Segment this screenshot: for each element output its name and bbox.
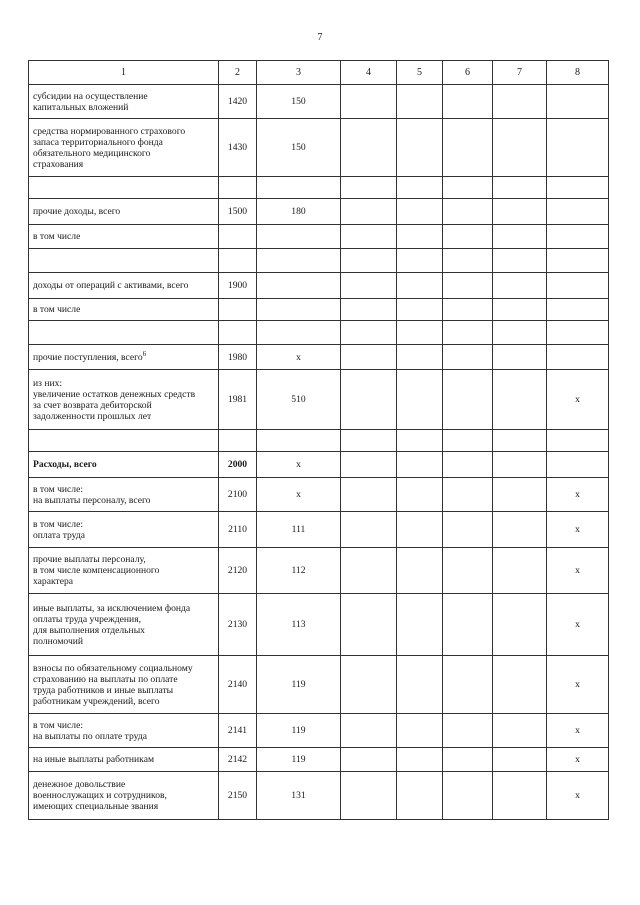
row-col8 xyxy=(547,199,609,225)
row-col8: х xyxy=(547,370,609,430)
row-kbk xyxy=(257,273,341,299)
column-header-8: 8 xyxy=(547,61,609,85)
empty-cell xyxy=(397,225,443,249)
empty-cell xyxy=(341,199,397,225)
row-col8: х xyxy=(547,478,609,512)
table-row xyxy=(29,714,609,748)
empty-cell xyxy=(493,548,547,594)
row-col8: х xyxy=(547,512,609,548)
table-row xyxy=(29,370,609,430)
table-row xyxy=(29,321,609,345)
row-name-line: на выплаты по оплате труда xyxy=(33,730,147,742)
empty-cell xyxy=(443,548,493,594)
empty-cell xyxy=(443,177,493,199)
row-name-line: прочие выплаты персоналу, xyxy=(33,554,146,565)
empty-cell xyxy=(493,119,547,177)
row-kbk: х xyxy=(257,478,341,512)
row-kbk xyxy=(257,321,341,345)
empty-cell xyxy=(397,249,443,273)
row-name-line: на выплаты персоналу, всего xyxy=(33,494,151,506)
empty-cell xyxy=(341,225,397,249)
table-row xyxy=(29,748,609,772)
table-row xyxy=(29,772,609,820)
row-name-line: оплаты труда учреждения, xyxy=(33,613,141,625)
empty-cell xyxy=(341,249,397,273)
row-col8 xyxy=(547,299,609,321)
row-code: 2130 xyxy=(219,594,257,656)
empty-cell xyxy=(443,748,493,772)
row-name xyxy=(29,430,219,452)
row-kbk: 119 xyxy=(257,714,341,748)
row-name-line: доходы от операций с активами, всего xyxy=(33,280,189,291)
row-name-line: в том числе: xyxy=(33,719,84,731)
row-col8 xyxy=(547,452,609,478)
row-col8 xyxy=(547,177,609,199)
financial-table xyxy=(28,60,609,820)
row-name xyxy=(29,452,219,478)
empty-cell xyxy=(341,430,397,452)
empty-cell xyxy=(443,714,493,748)
row-code: 1980 xyxy=(219,345,257,370)
empty-cell xyxy=(443,199,493,225)
empty-cell xyxy=(443,225,493,249)
empty-cell xyxy=(493,594,547,656)
row-kbk xyxy=(257,430,341,452)
row-name-line: взносы по обязательному социальному xyxy=(33,662,193,674)
table-row xyxy=(29,656,609,714)
row-name-line: труда работников и иные выплаты xyxy=(33,684,174,696)
row-code: 2100 xyxy=(219,478,257,512)
empty-cell xyxy=(493,225,547,249)
row-kbk: 111 xyxy=(257,512,341,548)
empty-cell xyxy=(397,85,443,119)
empty-cell xyxy=(493,345,547,370)
empty-cell xyxy=(397,299,443,321)
row-kbk: 150 xyxy=(257,85,341,119)
row-kbk: 112 xyxy=(257,548,341,594)
empty-cell xyxy=(341,273,397,299)
empty-cell xyxy=(443,772,493,820)
empty-cell xyxy=(341,772,397,820)
row-code: 1900 xyxy=(219,273,257,299)
row-col8 xyxy=(547,249,609,273)
empty-cell xyxy=(341,299,397,321)
row-name-line: полномочий xyxy=(33,635,84,647)
row-name-line: страхованию на выплаты по оплате xyxy=(33,673,178,685)
row-name xyxy=(29,299,219,321)
empty-cell xyxy=(443,370,493,430)
row-name-line: в том числе xyxy=(33,304,81,315)
row-col8: х xyxy=(547,594,609,656)
empty-cell xyxy=(341,321,397,345)
column-header-7: 7 xyxy=(493,61,547,85)
row-code: 2141 xyxy=(219,714,257,748)
row-name-line: капитальных вложений xyxy=(33,101,129,113)
empty-cell xyxy=(443,321,493,345)
row-name-line: за счет возврата дебиторской xyxy=(33,399,152,411)
empty-cell xyxy=(443,594,493,656)
row-name-line: для выполнения отдельных xyxy=(33,624,145,636)
empty-cell xyxy=(341,656,397,714)
empty-cell xyxy=(493,772,547,820)
row-name xyxy=(29,225,219,249)
row-code: 2000 xyxy=(219,452,257,478)
row-col8 xyxy=(547,225,609,249)
empty-cell xyxy=(341,119,397,177)
column-header-1: 1 xyxy=(29,61,219,85)
row-name-line: работникам учреждений, всего xyxy=(33,695,160,707)
empty-cell xyxy=(443,119,493,177)
empty-cell xyxy=(493,748,547,772)
table-row xyxy=(29,478,609,512)
row-col8 xyxy=(547,321,609,345)
empty-cell xyxy=(397,748,443,772)
row-name xyxy=(29,714,219,748)
row-code: 2120 xyxy=(219,548,257,594)
row-name-line: характера xyxy=(33,576,74,587)
row-code xyxy=(219,249,257,273)
table-row xyxy=(29,452,609,478)
row-name-line: в том числе: xyxy=(33,518,84,530)
row-kbk xyxy=(257,177,341,199)
empty-cell xyxy=(443,345,493,370)
row-name xyxy=(29,656,219,714)
row-col8 xyxy=(547,119,609,177)
row-code: 1500 xyxy=(219,199,257,225)
empty-cell xyxy=(493,299,547,321)
footnote-mark: 6 xyxy=(142,349,147,358)
row-kbk xyxy=(257,299,341,321)
empty-cell xyxy=(493,430,547,452)
row-name-line: военнослужащих и сотрудников, xyxy=(33,790,167,801)
row-name-line: страхования xyxy=(33,158,84,170)
row-name-line: денежное довольствие xyxy=(33,779,126,790)
empty-cell xyxy=(341,478,397,512)
empty-cell xyxy=(341,594,397,656)
empty-cell xyxy=(397,714,443,748)
row-name xyxy=(29,177,219,199)
row-name-line: из них: xyxy=(33,377,63,389)
empty-cell xyxy=(493,177,547,199)
empty-cell xyxy=(341,512,397,548)
empty-cell xyxy=(443,249,493,273)
empty-cell xyxy=(397,452,443,478)
empty-cell xyxy=(397,512,443,548)
row-name-line: прочие доходы, всего xyxy=(33,206,121,217)
row-name-line: увеличение остатков денежных средств xyxy=(33,388,196,400)
empty-cell xyxy=(397,370,443,430)
empty-cell xyxy=(397,345,443,370)
empty-cell xyxy=(443,85,493,119)
empty-cell xyxy=(397,119,443,177)
empty-cell xyxy=(443,299,493,321)
empty-cell xyxy=(397,772,443,820)
empty-cell xyxy=(341,370,397,430)
row-name-line: Расходы, всего xyxy=(33,459,97,470)
row-name xyxy=(29,512,219,548)
empty-cell xyxy=(397,199,443,225)
row-name-line: субсидии на осуществление xyxy=(33,90,148,102)
row-col8: х xyxy=(547,548,609,594)
empty-cell xyxy=(341,714,397,748)
row-kbk xyxy=(257,249,341,273)
row-name xyxy=(29,478,219,512)
row-code xyxy=(219,299,257,321)
row-name-line: прочие поступления, всего xyxy=(33,351,143,363)
row-code: 2142 xyxy=(219,748,257,772)
empty-cell xyxy=(493,478,547,512)
table-row xyxy=(29,345,609,370)
empty-cell xyxy=(493,512,547,548)
row-name xyxy=(29,772,219,820)
empty-cell xyxy=(397,548,443,594)
row-name xyxy=(29,273,219,299)
row-col8: х xyxy=(547,714,609,748)
row-kbk: 131 xyxy=(257,772,341,820)
empty-cell xyxy=(397,594,443,656)
empty-cell xyxy=(397,656,443,714)
table-row xyxy=(29,85,609,119)
row-kbk: 510 xyxy=(257,370,341,430)
table-row xyxy=(29,594,609,656)
empty-cell xyxy=(493,656,547,714)
empty-cell xyxy=(493,249,547,273)
empty-cell xyxy=(493,199,547,225)
row-name-line-wrap xyxy=(33,349,214,363)
table-body xyxy=(29,61,609,820)
row-code: 1981 xyxy=(219,370,257,430)
empty-cell xyxy=(397,478,443,512)
empty-cell xyxy=(341,548,397,594)
row-name xyxy=(29,748,219,772)
column-header-4: 4 xyxy=(341,61,397,85)
row-col8: х xyxy=(547,656,609,714)
row-code xyxy=(219,321,257,345)
row-kbk: 180 xyxy=(257,199,341,225)
empty-cell xyxy=(443,512,493,548)
row-name-line: обязательного медицинского xyxy=(33,147,151,159)
row-col8: х xyxy=(547,772,609,820)
empty-cell xyxy=(493,714,547,748)
row-code xyxy=(219,430,257,452)
empty-cell xyxy=(493,321,547,345)
empty-cell xyxy=(493,452,547,478)
row-kbk: х xyxy=(257,452,341,478)
row-kbk: 113 xyxy=(257,594,341,656)
row-name xyxy=(29,85,219,119)
row-name-line: запаса территориального фонда xyxy=(33,136,163,148)
empty-cell xyxy=(443,656,493,714)
column-header-2: 2 xyxy=(219,61,257,85)
table-row xyxy=(29,225,609,249)
row-col8 xyxy=(547,273,609,299)
table-row xyxy=(29,119,609,177)
row-name-line: в том числе: xyxy=(33,483,84,495)
row-name-line: оплата труда xyxy=(33,529,86,541)
row-name-line: задолженности прошлых лет xyxy=(33,410,152,422)
row-code: 2140 xyxy=(219,656,257,714)
empty-cell xyxy=(397,321,443,345)
empty-cell xyxy=(341,177,397,199)
row-name-line: на иные выплаты работникам xyxy=(33,754,155,765)
table-row xyxy=(29,273,609,299)
row-kbk: 119 xyxy=(257,748,341,772)
row-name-line: имеющих специальные звания xyxy=(33,801,159,812)
row-name xyxy=(29,594,219,656)
empty-cell xyxy=(493,273,547,299)
empty-cell xyxy=(341,345,397,370)
table-row xyxy=(29,249,609,273)
empty-cell xyxy=(341,452,397,478)
empty-cell xyxy=(397,430,443,452)
row-name-line: средства нормированного страхового xyxy=(33,125,186,137)
empty-cell xyxy=(341,748,397,772)
empty-cell xyxy=(493,370,547,430)
row-name xyxy=(29,321,219,345)
row-name xyxy=(29,370,219,430)
row-name xyxy=(29,249,219,273)
row-col8 xyxy=(547,85,609,119)
row-col8 xyxy=(547,345,609,370)
row-kbk xyxy=(257,225,341,249)
row-code: 2150 xyxy=(219,772,257,820)
page-number: 7 xyxy=(317,32,323,43)
row-code: 1420 xyxy=(219,85,257,119)
row-name xyxy=(29,548,219,594)
row-code xyxy=(219,225,257,249)
row-col8 xyxy=(547,430,609,452)
row-name-line: в том числе компенсационного xyxy=(33,565,160,576)
row-name xyxy=(29,119,219,177)
empty-cell xyxy=(397,273,443,299)
row-code xyxy=(219,177,257,199)
empty-cell xyxy=(443,273,493,299)
row-name-line: в том числе xyxy=(33,231,81,242)
row-code: 2110 xyxy=(219,512,257,548)
row-name-line: иные выплаты, за исключением фонда xyxy=(33,602,191,614)
empty-cell xyxy=(341,85,397,119)
table-row xyxy=(29,177,609,199)
column-header-6: 6 xyxy=(443,61,493,85)
header-row xyxy=(29,61,609,85)
column-header-5: 5 xyxy=(397,61,443,85)
table-row xyxy=(29,199,609,225)
empty-cell xyxy=(443,478,493,512)
empty-cell xyxy=(493,85,547,119)
empty-cell xyxy=(397,177,443,199)
row-kbk: х xyxy=(257,345,341,370)
row-kbk: 150 xyxy=(257,119,341,177)
row-col8: х xyxy=(547,748,609,772)
row-code: 1430 xyxy=(219,119,257,177)
row-kbk: 119 xyxy=(257,656,341,714)
table-row xyxy=(29,430,609,452)
table-row xyxy=(29,512,609,548)
empty-cell xyxy=(443,430,493,452)
row-name xyxy=(29,199,219,225)
column-header-3: 3 xyxy=(257,61,341,85)
table-row xyxy=(29,548,609,594)
empty-cell xyxy=(443,452,493,478)
table-row xyxy=(29,299,609,321)
row-name xyxy=(29,345,219,370)
